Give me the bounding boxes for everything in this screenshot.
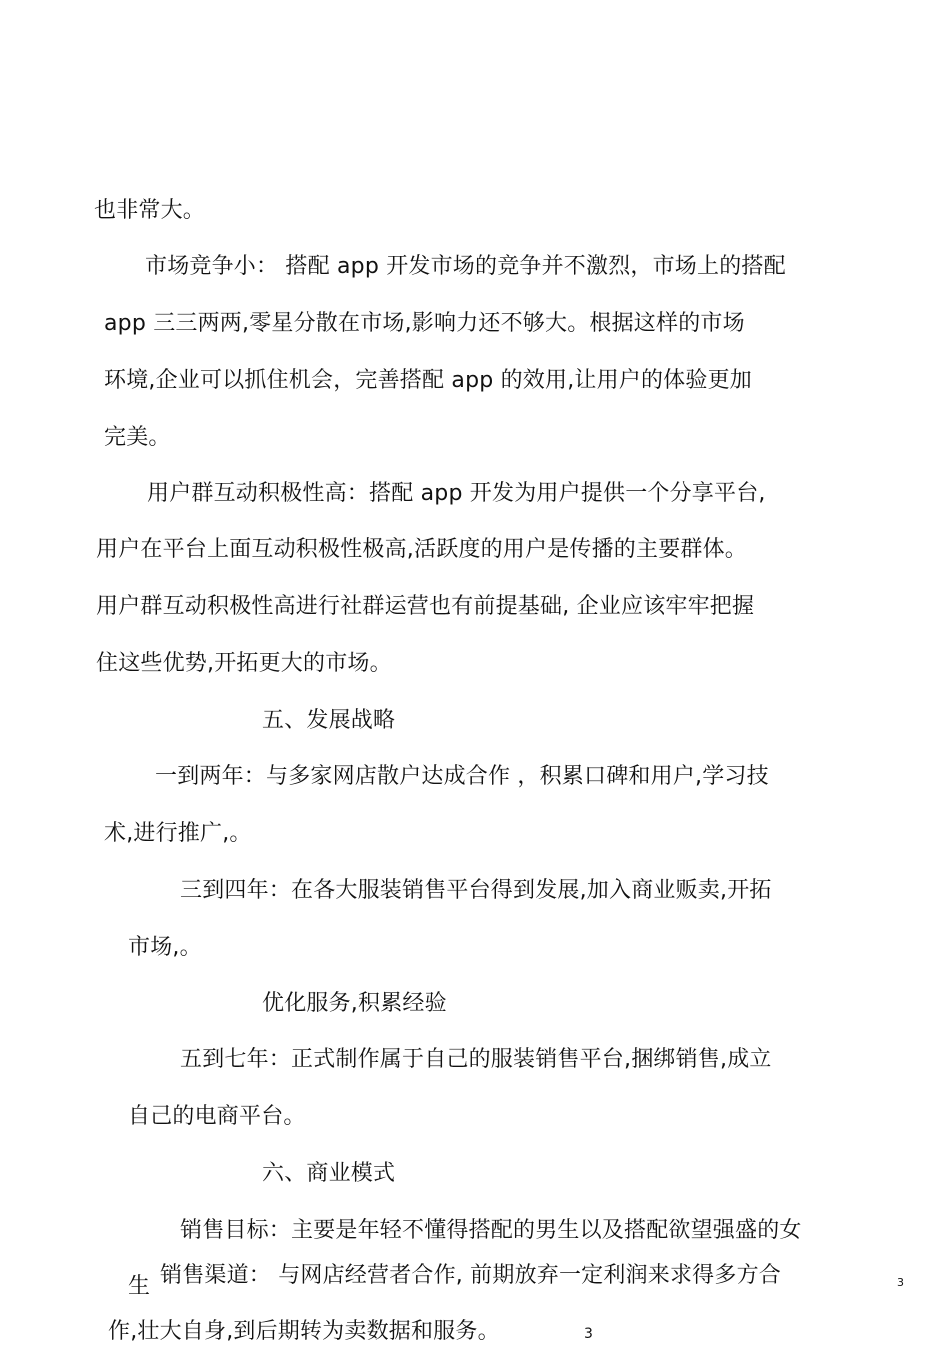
- text-line: 作,壮大自身,到后期转为卖数据和服务。: [108, 1319, 500, 1344]
- text-line: 三到四年：在各大服装销售平台得到发展,加入商业贩卖,开拓: [180, 878, 772, 903]
- text-line: 用户在平台上面互动积极性极高,活跃度的用户是传播的主要群体。: [96, 537, 747, 562]
- text-line: 环境,企业可以抓住机会，完善搭配 app 的效用,让用户的体验更加: [104, 368, 752, 393]
- text-line: 也非常大。: [94, 198, 206, 223]
- text-line: 术,进行推广,。: [104, 821, 252, 846]
- section-heading: 六、商业模式: [262, 1161, 396, 1186]
- text-line: 用户群互动积极性高：搭配 app 开发为用户提供一个分享平台,: [147, 481, 766, 506]
- text-line: 优化服务,积累经验: [262, 991, 447, 1016]
- text-line: 市场竞争小： 搭配 app 开发市场的竞争并不激烈，市场上的搭配: [145, 254, 786, 279]
- text-line: 销售渠道： 与网店经营者合作, 前期放弃一定利润来求得多方合: [160, 1263, 781, 1288]
- text-line: 生: [128, 1274, 151, 1299]
- text-line: 完美。: [104, 425, 171, 450]
- section-heading: 五、发展战略: [262, 708, 396, 733]
- text-line: 一到两年：与多家网店散户达成合作 ，积累口碑和用户,学习技: [155, 764, 769, 789]
- page-number-small: 3: [897, 1276, 904, 1289]
- text-line: 市场,。: [128, 935, 202, 960]
- text-line: app 三三两两,零星分散在市场,影响力还不够大。根据这样的市场: [104, 311, 745, 336]
- text-line: 住这些优势,开拓更大的市场。: [96, 651, 392, 676]
- text-line: 自己的电商平台。: [128, 1104, 306, 1129]
- text-line: 用户群互动积极性高进行社群运营也有前提基础, 企业应该牢牢把握: [96, 594, 755, 619]
- text-line: 销售目标：主要是年轻不懂得搭配的男生以及搭配欲望强盛的女: [180, 1218, 802, 1243]
- text-line: 五到七年：正式制作属于自己的服装销售平台,捆绑销售,成立: [180, 1047, 772, 1072]
- page-number: 3: [584, 1326, 593, 1342]
